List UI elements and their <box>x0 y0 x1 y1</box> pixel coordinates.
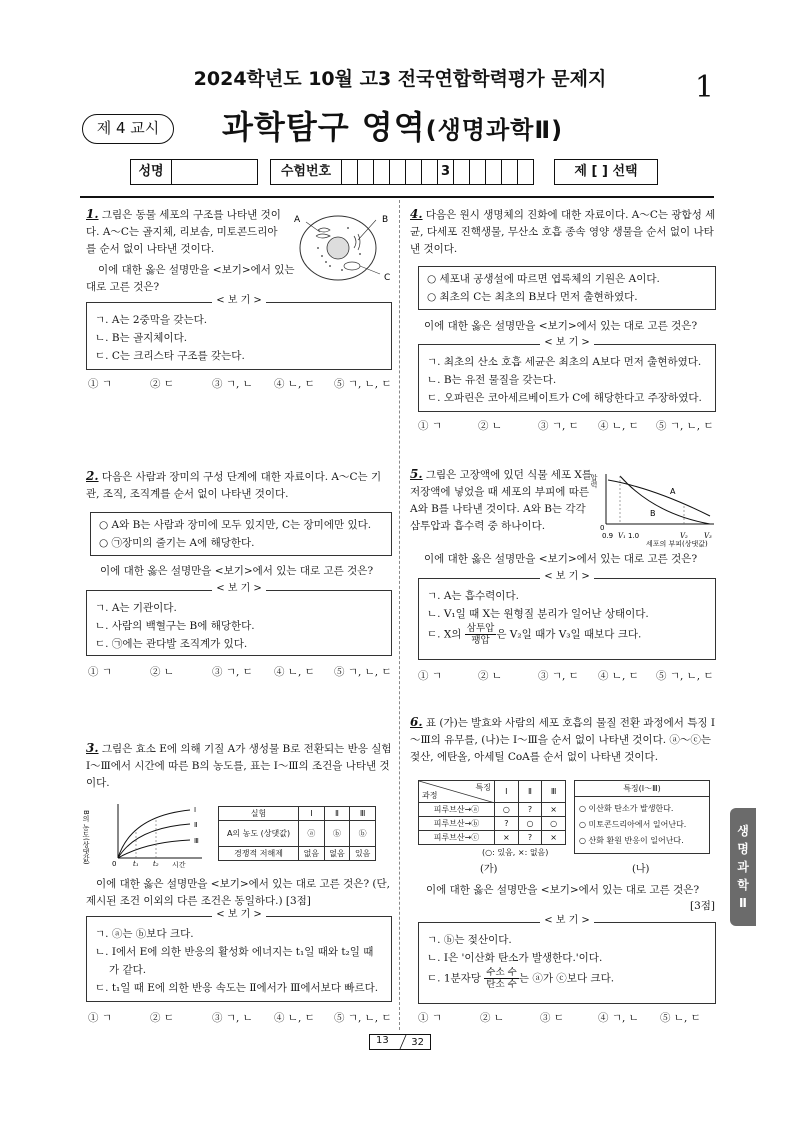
question-6 <box>410 714 716 766</box>
table-cell: Ⅰ <box>299 807 325 821</box>
bogi-item: ㄷ. C는 크리스타 구조를 갖는다. <box>95 350 245 362</box>
bogi-item: ㄷ. 오파린은 코아세르베이트가 C에 해당한다고 주장하였다. <box>427 392 702 404</box>
fraction <box>484 967 519 990</box>
q6-question: 이에 대한 옳은 설명만을 <보기>에서 있는 대로 고른 것은? <box>426 884 700 896</box>
q4-number: 4. <box>410 207 423 221</box>
choice-2[interactable]: ② ㄴ <box>480 1012 504 1024</box>
choice-3[interactable]: ③ ㄱ, ㄷ <box>538 670 579 682</box>
q1-bogi-box <box>86 295 392 370</box>
exam-no-cell[interactable] <box>390 159 406 185</box>
bogi-label: < 보 기 > <box>540 915 594 926</box>
bogi-item: ㄱ. A는 2중막을 갖는다. <box>95 314 208 326</box>
box-item: ○ 세포내 공생설에 따르면 엽록체의 기원은 A이다. <box>427 273 660 285</box>
table-cell: Ⅲ <box>542 781 566 803</box>
tick-label: V₁ <box>618 532 626 540</box>
q2-number: 2. <box>86 469 99 483</box>
bogi-label: < 보 기 > <box>212 295 266 306</box>
choice-4[interactable]: ④ ㄴ, ㄷ <box>274 1012 315 1024</box>
choice-2[interactable]: ② ㄷ <box>150 378 174 390</box>
question-4 <box>410 206 716 258</box>
bogi-item: ㄱ. 최초의 산소 호흡 세균은 최초의 A보다 먼저 출현하였다. <box>427 356 702 368</box>
q4-choices <box>418 418 718 433</box>
select-label: 제 [ ] 선택 <box>554 159 658 185</box>
q1-number: 1. <box>86 207 99 221</box>
table-cell: 실험 <box>219 807 299 821</box>
fraction <box>465 623 497 646</box>
series-label: Ⅱ <box>194 821 198 829</box>
side-tab-char: 과 <box>737 860 749 874</box>
tick-t1: t₁ <box>133 860 139 868</box>
fraction-denominator: 팽압 <box>471 635 490 646</box>
column-divider <box>399 200 400 1030</box>
subject-sub: (생명과학Ⅱ) <box>425 116 564 144</box>
choice-2[interactable]: ② ㄴ <box>478 670 502 682</box>
choice-2[interactable]: ② ㄴ <box>478 420 502 432</box>
bogi-text: 는 ⓐ가 ⓒ보다 크다. <box>518 972 615 985</box>
footer-total: 32 <box>411 1037 424 1048</box>
fig-label-a: A <box>294 215 301 225</box>
info-bar <box>130 159 670 185</box>
exam-no-cell[interactable] <box>358 159 374 185</box>
table-cell: 없음 <box>299 847 325 861</box>
bogi-item: ㄴ. B는 유전 물질을 갖는다. <box>427 374 557 386</box>
exam-no-cell[interactable] <box>454 159 470 185</box>
table-cell: × <box>495 831 519 845</box>
tick-label: V₃ <box>704 532 712 540</box>
table-cell: ○ <box>495 803 519 817</box>
bogi-item: ㄴ. V₁일 때 X는 원형질 분리가 일어난 상태이다. <box>427 608 649 620</box>
choice-3[interactable]: ③ ㄱ, ㄴ <box>212 378 253 390</box>
table-cell: 피루브산→ⓒ <box>419 831 495 845</box>
table-row <box>419 803 566 817</box>
table-na-item: ○ 산화 환원 반응이 일어난다. <box>579 836 684 845</box>
table-cell: Ⅱ <box>324 807 350 821</box>
bogi-item: ㄴ. Ⅰ은 '이산화 탄소가 발생한다.'이다. <box>427 952 603 964</box>
page-number: 1 <box>694 70 714 105</box>
q2-text: 다음은 사람과 장미의 구성 단계에 대한 자료이다. A～C는 기관, 조직, 조직계를 순서 없이 나타낸 것이다. <box>86 471 382 500</box>
q2-choices <box>88 664 398 679</box>
q6-number: 6. <box>410 715 423 729</box>
q5-number: 5. <box>410 467 423 481</box>
series-label: B <box>650 509 656 518</box>
exam-no-cell[interactable] <box>374 159 390 185</box>
q6-table-ga <box>418 780 566 845</box>
bogi-item <box>427 623 707 646</box>
table-cell: 피루브산→ⓑ <box>419 817 495 831</box>
q3-question: 이에 대한 옳은 설명만을 <보기>에서 있는 대로 고른 것은? (단, 제시된 조건 이외의 다른 조건은 동일하다.) [3점] <box>86 878 390 907</box>
tick-label: V₂ <box>680 532 688 540</box>
footer-page: 13 <box>376 1035 389 1046</box>
side-tab-char: 명 <box>737 842 749 856</box>
table-note: (○: 있음, ×: 없음) <box>482 848 549 857</box>
corner-cell <box>419 781 495 803</box>
series-label: Ⅲ <box>194 837 199 845</box>
bogi-item <box>427 967 707 990</box>
graph-xlabel: 시간 <box>172 861 186 869</box>
bogi-label: < 보 기 > <box>212 583 266 594</box>
name-field[interactable] <box>172 159 258 185</box>
q5-text: 그림은 고장액에 있던 식물 세포 X를 저장액에 넣었을 때 세포의 부피에 따른 A와 B를 나타낸 것이다. A와 B는 각각 삼투압과 흡수력 중 하나이다. <box>410 469 593 532</box>
choice-3[interactable]: ③ ㄱ, ㄷ <box>212 666 253 678</box>
table-cell: ? <box>518 831 542 845</box>
tick-label: 0.9 <box>602 532 614 540</box>
table-cell: ⓐ <box>299 821 325 847</box>
table-cell: ⓑ <box>324 821 350 847</box>
exam-no-cell[interactable] <box>422 159 438 185</box>
table-cell: A의 농도 (상댓값) <box>219 821 299 847</box>
q3-number: 3. <box>86 741 99 755</box>
q1-choices <box>88 376 398 391</box>
choice-2[interactable]: ② ㄴ <box>150 666 174 678</box>
table-cell: 있음 <box>350 847 376 861</box>
choice-1[interactable]: ① ㄱ <box>88 378 112 390</box>
q6-choices <box>418 1010 718 1025</box>
side-tab-char: 생 <box>737 824 749 838</box>
q5-choices <box>418 668 718 683</box>
q6-bogi-box <box>418 915 716 1004</box>
choice-3[interactable]: ③ ㄷ <box>540 1012 564 1024</box>
subject-title <box>222 102 563 148</box>
graph-origin: 0 <box>600 524 605 532</box>
table-cell: ○ <box>542 817 566 831</box>
bogi-item: ㄷ. t₁일 때 E에 의한 반응 속도는 Ⅱ에서가 Ⅲ에서보다 빠르다. <box>95 982 379 994</box>
choice-5[interactable]: ⑤ ㄱ, ㄴ, ㄷ <box>656 420 714 432</box>
q1-question: 이에 대한 옳은 설명만을 <보기>에서 있는 대로 고른 것은? <box>86 264 295 293</box>
choice-2[interactable]: ② ㄷ <box>150 1012 174 1024</box>
side-tab-char: 학 <box>737 878 749 892</box>
q3-bogi-box <box>86 909 392 1002</box>
exam-no-label: 수험번호 <box>270 159 342 185</box>
q4-data-box <box>418 266 716 310</box>
choice-4[interactable]: ④ ㄱ, ㄴ <box>598 1012 639 1024</box>
fig-label-c: C <box>384 273 391 283</box>
bogi-item: ㄷ. ㉠에는 관다발 조직계가 있다. <box>95 638 248 650</box>
exam-title: 2024학년도 10월 고3 전국연합학력평가 문제지 <box>193 68 607 90</box>
q4-text: 다음은 원시 생명체의 진화에 대한 자료이다. A～C는 광합성 세균, 다세포 진핵생물, 무산소 호흡 종속 영양 생물을 순서 없이 나타낸 것이다. <box>410 209 716 255</box>
bogi-item: ㄱ. ⓐ는 ⓑ보다 크다. <box>95 928 194 940</box>
exam-no-cell[interactable] <box>406 159 422 185</box>
table-cell: ○ <box>518 817 542 831</box>
graph-ylabel: 압력 <box>590 474 598 488</box>
fraction-numerator: 수소 수 <box>486 967 517 978</box>
choice-4[interactable]: ④ ㄴ, ㄷ <box>274 666 315 678</box>
q5-graph <box>590 464 718 548</box>
graph-ylabel: B의 농도(상댓값) <box>82 810 90 865</box>
q3-graph <box>82 798 210 870</box>
bogi-label: < 보 기 > <box>212 909 266 920</box>
bogi-item: ㄴ. B는 골지체이다. <box>95 332 188 344</box>
table-caption-na: (나) <box>632 864 650 875</box>
choice-5[interactable]: ⑤ ㄱ, ㄴ, ㄷ <box>334 1012 392 1024</box>
table-cell: Ⅲ <box>350 807 376 821</box>
graph-xlabel: 세포의 부피(상댓값) <box>646 540 708 548</box>
subject-side-tab <box>730 808 756 926</box>
q6-table-na <box>574 780 710 854</box>
q3-text: 그림은 효소 E에 의해 기질 A가 생성물 B로 전환되는 반응 실험 Ⅰ～Ⅲ에서 시간에 따른 B의 농도를, 표는 Ⅰ～Ⅲ의 조건을 나타낸 것이다. <box>86 743 392 789</box>
table-row <box>419 817 566 831</box>
tick-t2: t₂ <box>153 860 159 868</box>
name-label: 성명 <box>130 159 172 185</box>
choice-4[interactable]: ④ ㄴ, ㄷ <box>274 378 315 390</box>
graph-origin: 0 <box>112 860 117 868</box>
table-row <box>219 847 376 861</box>
bogi-item: ㄴ. Ⅰ에서 E에 의한 반응의 활성화 에너지는 t₁일 때와 t₂일 때가 같다. <box>95 946 374 976</box>
bogi-item: ㄴ. 사람의 백혈구는 B에 해당한다. <box>95 620 255 632</box>
question-3 <box>86 740 392 792</box>
table-na-item: ○ 이산화 탄소가 발생한다. <box>579 804 674 813</box>
tick-label: 1.0 <box>628 532 640 540</box>
exam-no-cell[interactable] <box>470 159 486 185</box>
q2-question: 이에 대한 옳은 설명만을 <보기>에서 있는 대로 고른 것은? <box>100 565 374 577</box>
animal-cell-figure <box>288 206 398 290</box>
table-na-item: ○ 미토콘드리아에서 일어난다. <box>579 820 687 829</box>
table-cell: 경쟁적 저해제 <box>219 847 299 861</box>
bogi-item: ㄱ. A는 흡수력이다. <box>427 590 519 602</box>
choice-1[interactable]: ① ㄱ <box>88 666 112 678</box>
choice-1[interactable]: ① ㄱ <box>418 1012 442 1024</box>
q2-bogi-box <box>86 583 392 656</box>
table-cell: Ⅱ <box>518 781 542 803</box>
exam-no-digit: 3 <box>438 159 454 185</box>
table-row <box>219 821 376 847</box>
box-item: ○ 최초의 C는 최초의 B보다 먼저 출현하였다. <box>427 291 638 303</box>
question-2 <box>86 468 392 503</box>
choice-1[interactable]: ① ㄱ <box>418 420 442 432</box>
table-cell: ? <box>495 817 519 831</box>
table-cell: ⓑ <box>350 821 376 847</box>
q1-text: 그림은 동물 세포의 구조를 나타낸 것이다. A～C는 골지체, 리보솜, 미토콘드리아를 순서 없이 나타낸 것이다. <box>86 209 281 255</box>
table-cell: 없음 <box>324 847 350 861</box>
table-row <box>419 831 566 845</box>
header-rule <box>80 196 714 198</box>
choice-5[interactable]: ⑤ ㄴ, ㄷ <box>660 1012 701 1024</box>
page-footer <box>369 1034 431 1050</box>
bogi-label: < 보 기 > <box>540 337 594 348</box>
table-row <box>419 781 566 803</box>
q3-choices <box>88 1010 398 1025</box>
choice-3[interactable]: ③ ㄱ, ㄷ <box>538 420 579 432</box>
q6-text: 표 (가)는 발효와 사람의 세포 호흡의 물질 전환 과정에서 특징 Ⅰ～Ⅲ의 유무를, (나)는 Ⅰ～Ⅲ을 순서 없이 나타낸 것이다. ⓐ～ⓒ는 젖산, 에탄올, 아세틸 CoA를 순서 없이 나타낸 것이다. <box>410 717 716 763</box>
q6-points: [3점] <box>690 900 716 912</box>
fraction-numerator: 삼투압 <box>466 623 495 634</box>
side-tab-char: Ⅱ <box>739 896 747 910</box>
choice-1[interactable]: ① ㄱ <box>418 670 442 682</box>
choice-3[interactable]: ③ ㄱ, ㄴ <box>212 1012 253 1024</box>
exam-no-cell[interactable] <box>518 159 534 185</box>
table-cell: ? <box>518 803 542 817</box>
corner-bottom: 과정 <box>422 791 438 800</box>
q5-question: 이에 대한 옳은 설명만을 <보기>에서 있는 대로 고른 것은? <box>424 553 698 565</box>
subject-main: 과학탐구 영역 <box>222 108 426 146</box>
q4-question: 이에 대한 옳은 설명만을 <보기>에서 있는 대로 고른 것은? <box>424 320 698 332</box>
bogi-item: ㄱ. ⓑ는 젖산이다. <box>427 934 512 946</box>
exam-no-cell[interactable] <box>502 159 518 185</box>
table-caption-ga: (가) <box>480 864 498 875</box>
choice-5[interactable]: ⑤ ㄱ, ㄴ, ㄷ <box>656 670 714 682</box>
table-cell: Ⅰ <box>495 781 519 803</box>
box-item: ○ A와 B는 사람과 장미에 모두 있지만, C는 장미에만 있다. <box>99 519 372 531</box>
bogi-text: 은 V₂일 때가 V₃일 때보다 크다. <box>496 628 642 641</box>
exam-no-cell[interactable] <box>342 159 358 185</box>
q2-data-box <box>90 512 392 556</box>
q5-bogi-box <box>418 571 716 660</box>
fraction-denominator: 탄소 수 <box>486 979 517 990</box>
fig-label-b: B <box>382 215 389 225</box>
bogi-item: ㄱ. A는 기관이다. <box>95 602 177 614</box>
box-item: ○ ㉠장미의 줄기는 A에 해당한다. <box>99 537 255 549</box>
exam-no-cell[interactable] <box>486 159 502 185</box>
q3-conditions-table <box>218 806 376 861</box>
table-cell: × <box>542 803 566 817</box>
series-label: Ⅰ <box>194 806 197 814</box>
bogi-label: < 보 기 > <box>540 571 594 582</box>
choice-1[interactable]: ① ㄱ <box>88 1012 112 1024</box>
choice-5[interactable]: ⑤ ㄱ, ㄴ, ㄷ <box>334 666 392 678</box>
bogi-text: ㄷ. X의 <box>427 628 462 641</box>
q4-bogi-box <box>418 337 716 412</box>
table-cell: 피루브산→ⓐ <box>419 803 495 817</box>
table-cell: × <box>542 831 566 845</box>
period-badge: 제 4 교시 <box>82 114 174 144</box>
choice-4[interactable]: ④ ㄴ, ㄷ <box>598 670 639 682</box>
question-1 <box>86 206 286 258</box>
choice-5[interactable]: ⑤ ㄱ, ㄴ, ㄷ <box>334 378 392 390</box>
table-na-header: 특징(Ⅰ～Ⅲ) <box>575 781 709 797</box>
corner-top: 특징 <box>475 783 491 792</box>
question-5 <box>410 466 596 535</box>
table-row <box>219 807 376 821</box>
series-label: A <box>670 487 676 496</box>
bogi-text: ㄷ. 1분자당 <box>427 972 481 985</box>
choice-4[interactable]: ④ ㄴ, ㄷ <box>598 420 639 432</box>
